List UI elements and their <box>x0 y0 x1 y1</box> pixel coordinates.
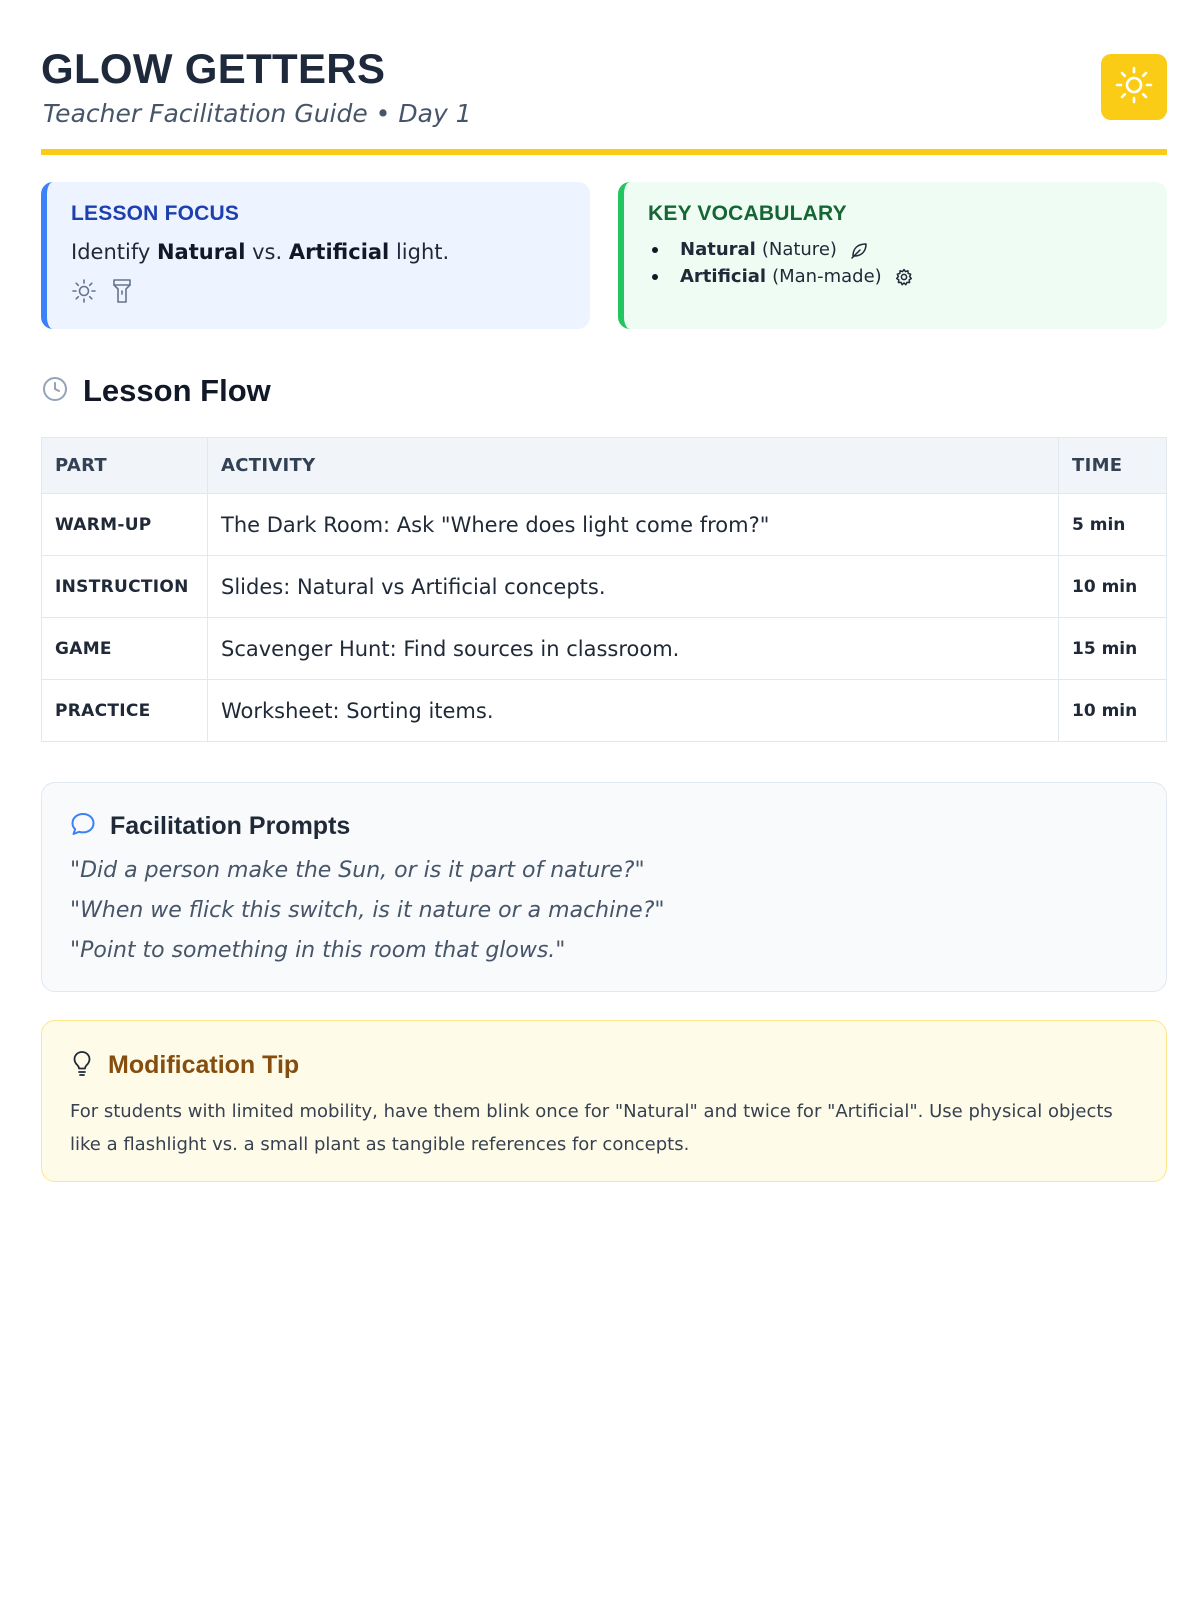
lesson-flow-title: Lesson Flow <box>83 373 271 408</box>
prompt-item: "When we flick this switch, is it nature or a machine?" <box>70 898 665 923</box>
lesson-flow-heading <box>41 373 271 409</box>
bullet <box>652 247 658 253</box>
key-vocabulary-card <box>618 182 1167 329</box>
header-divider <box>41 149 1167 155</box>
vocabulary-gloss: (Nature) <box>761 239 837 260</box>
row-part: PRACTICE <box>42 680 208 742</box>
focus-text-part: Identify <box>71 240 157 264</box>
prompt-list <box>70 851 1138 971</box>
row-time: 10 min <box>1059 680 1167 742</box>
row-activity: The Dark Room: Ask "Where does light come from?" <box>208 494 1059 556</box>
column-header-activity: ACTIVITY <box>208 438 1059 494</box>
chat-bubble-icon <box>70 811 96 841</box>
focus-text-part: light. <box>389 240 450 264</box>
modification-tip-text: For students with limited mobility, have them blink once for "Natural" and twice for "Artificial". Use physical objects like a flashlight vs. a small plant as tangible references for concepts. <box>70 1101 1113 1155</box>
key-vocabulary-label: KEY VOCABULARY <box>648 202 847 225</box>
focus-text-part: vs. <box>245 240 289 264</box>
table-row <box>42 556 1167 618</box>
lesson-flow-table <box>41 437 1167 742</box>
row-activity: Worksheet: Sorting items. <box>208 680 1059 742</box>
page-subtitle: Teacher Facilitation Guide • Day 1 <box>43 99 472 128</box>
table-row <box>42 494 1167 556</box>
sun-icon <box>1114 65 1154 109</box>
table-header-row <box>42 438 1167 494</box>
sun-badge <box>1101 54 1167 120</box>
row-part: GAME <box>42 618 208 680</box>
row-part: INSTRUCTION <box>42 556 208 618</box>
clock-icon <box>41 375 69 407</box>
facilitation-prompts-title: Facilitation Prompts <box>110 811 351 840</box>
column-header-time: TIME <box>1059 438 1167 494</box>
bullet <box>652 274 658 280</box>
row-activity: Slides: Natural vs Artificial concepts. <box>208 556 1059 618</box>
row-time: 5 min <box>1059 494 1167 556</box>
vocabulary-item <box>648 263 1143 290</box>
vocabulary-item <box>648 236 1143 263</box>
focus-term-artificial: Artificial <box>288 240 390 264</box>
modification-tip-box <box>41 1020 1167 1182</box>
lightbulb-icon <box>70 1049 94 1081</box>
table-row <box>42 618 1167 680</box>
row-time: 10 min <box>1059 556 1167 618</box>
facilitation-prompts-heading <box>70 811 1138 841</box>
sun-icon <box>71 278 97 308</box>
vocabulary-list <box>648 236 1143 290</box>
row-part: WARM-UP <box>42 494 208 556</box>
lesson-focus-label: LESSON FOCUS <box>71 202 240 225</box>
lesson-focus-text <box>71 238 566 266</box>
gear-icon <box>894 267 914 287</box>
vocabulary-term: Artificial <box>680 266 767 287</box>
table-row <box>42 680 1167 742</box>
row-time: 15 min <box>1059 618 1167 680</box>
flashlight-icon <box>111 278 133 308</box>
column-header-part: PART <box>42 438 208 494</box>
leaf-icon <box>849 240 869 260</box>
prompt-item: "Point to something in this room that glows." <box>70 938 566 963</box>
vocabulary-term: Natural <box>680 239 756 260</box>
lesson-focus-card <box>41 182 590 329</box>
facilitation-prompts-box <box>41 782 1167 992</box>
vocabulary-gloss: (Man-made) <box>772 266 882 287</box>
page-header <box>41 40 1167 155</box>
page-title: GLOW GETTERS <box>41 45 386 92</box>
prompt-item: "Did a person make the Sun, or is it part of nature?" <box>70 858 645 883</box>
focus-term-natural: Natural <box>156 240 246 264</box>
modification-tip-heading <box>70 1049 1138 1081</box>
lesson-focus-icons <box>71 278 566 308</box>
modification-tip-title: Modification Tip <box>108 1050 300 1079</box>
row-activity: Scavenger Hunt: Find sources in classroom. <box>208 618 1059 680</box>
